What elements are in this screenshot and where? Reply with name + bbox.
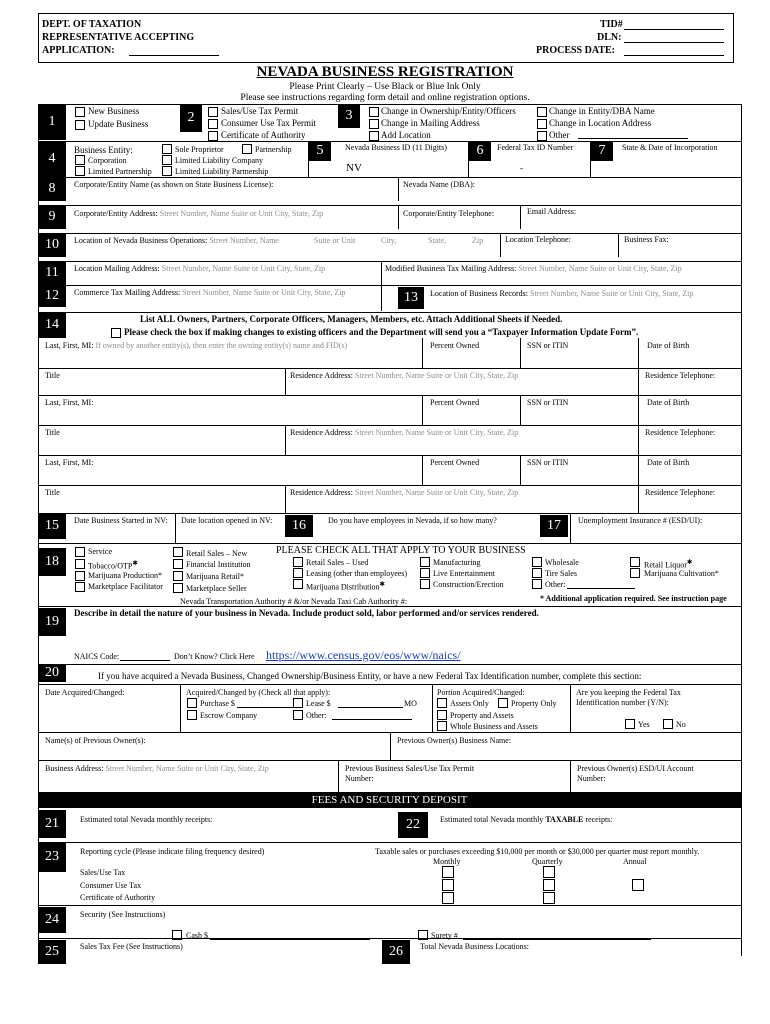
cash-label: Cash $ bbox=[186, 931, 208, 940]
subtitle-instructions: Please see instructions regarding form detail and online registration options. bbox=[240, 93, 530, 103]
change-ownership-label: Change in Ownership/Entity/Officers bbox=[381, 106, 516, 116]
location-state-hint: State, bbox=[428, 236, 446, 245]
retail-used-checkbox[interactable] bbox=[293, 557, 303, 567]
financial-checkbox[interactable] bbox=[173, 559, 183, 569]
tire-sales-checkbox[interactable] bbox=[532, 568, 542, 578]
keep-fed-no-label: No bbox=[676, 720, 686, 729]
dln-label: DLN: bbox=[597, 32, 622, 43]
other-change-checkbox[interactable] bbox=[537, 131, 547, 141]
sole-proprietor-label: Sole Proprietor bbox=[175, 145, 224, 154]
section-1-number: 1 bbox=[38, 104, 66, 140]
section-10-number: 10 bbox=[38, 233, 66, 257]
previous-owners-label: Name(s) of Previous Owner(s): bbox=[45, 736, 146, 745]
llc-label: Limited Liability Company bbox=[175, 156, 263, 165]
other-business-label: Other: bbox=[545, 580, 566, 589]
certificate-monthly-checkbox[interactable] bbox=[442, 892, 454, 904]
previous-permit-label: Previous Business Sales/Use Tax Permit Number: bbox=[345, 764, 475, 783]
section-8-number: 8 bbox=[38, 177, 66, 201]
surety-label: Surety # bbox=[431, 931, 458, 940]
business-fax-label: Business Fax: bbox=[624, 235, 669, 244]
property-assets-label: Property and Assets bbox=[450, 711, 514, 720]
federal-tax-id-label: Federal Tax ID Number bbox=[497, 143, 574, 152]
section-5-number: 5 bbox=[309, 141, 331, 161]
update-business-checkbox[interactable] bbox=[75, 120, 85, 130]
date-opened-label: Date location opened in NV: bbox=[181, 516, 273, 525]
owner-3-ssn-label: SSN or ITIN bbox=[527, 458, 569, 467]
manufacturing-checkbox[interactable] bbox=[420, 557, 430, 567]
corporate-name-label: Corporate/Entity Name (as shown on State Business License): bbox=[74, 180, 274, 189]
location-mailing-label: Location Mailing Address: Street Number, Name Suite or Unit City, State, Zip bbox=[74, 264, 326, 273]
consumer-use-permit-checkbox[interactable] bbox=[208, 119, 218, 129]
owner-3-percent-label: Percent Owned bbox=[430, 458, 480, 467]
certificate-quarterly-checkbox[interactable] bbox=[543, 892, 555, 904]
officer-changes-label: Please check the box if making changes to existing officers and the Department will send you a “Taxpayer Information Update Form”. bbox=[124, 327, 639, 337]
marijuana-distribution-label: Marijuana Distribution✱ bbox=[306, 581, 386, 592]
acquired-by-label: Acquired/Changed by (Check all that apply): bbox=[186, 688, 331, 697]
lease-amount-field[interactable] bbox=[338, 707, 403, 708]
taxable-note: Taxable sales or purchases exceeding $10,000 per month or $30,000 per quarter must report monthly. bbox=[375, 847, 700, 856]
marijuana-cultivation-checkbox[interactable] bbox=[630, 568, 640, 578]
property-only-label: Property Only bbox=[511, 699, 557, 708]
previous-business-name-label: Previous Owner(s) Business Name: bbox=[397, 736, 511, 745]
acquired-other-label: Other: bbox=[306, 711, 327, 720]
section-24-number: 24 bbox=[38, 907, 66, 933]
incorporation-field[interactable] bbox=[620, 160, 735, 174]
location-telephone-label: Location Telephone: bbox=[505, 235, 571, 244]
construction-label: Construction/Erection bbox=[433, 580, 504, 589]
retail-new-checkbox[interactable] bbox=[173, 547, 183, 557]
sole-proprietor-checkbox[interactable] bbox=[162, 144, 172, 154]
marketplace-facilitator-label: Marketplace Facilitator bbox=[88, 582, 163, 591]
naics-code-label: NAICS Code: bbox=[74, 652, 120, 661]
section-12-number: 12 bbox=[38, 285, 66, 307]
total-locations-label: Total Nevada Business Locations: bbox=[420, 942, 529, 951]
corporate-telephone-label: Corporate/Entity Telephone: bbox=[403, 209, 495, 218]
section-25-number: 25 bbox=[38, 940, 66, 964]
change-location-checkbox[interactable] bbox=[537, 119, 547, 129]
new-business-checkbox[interactable] bbox=[75, 107, 85, 117]
lease-checkbox[interactable] bbox=[293, 698, 303, 708]
annual-header: Annual bbox=[623, 857, 647, 866]
application-label: APPLICATION: bbox=[42, 45, 115, 56]
property-assets-checkbox[interactable] bbox=[437, 710, 447, 720]
assets-only-label: Assets Only bbox=[450, 699, 489, 708]
acquired-business-instruction: If you have acquired a Nevada Business, Changed Ownership/Business Entity, or have a new Federal Tax Identification number, complete this section: bbox=[98, 671, 642, 681]
owner-2-title-label: Title bbox=[45, 428, 60, 437]
subtitle-ink: Please Print Clearly – Use Black or Blue Ink Only bbox=[289, 82, 481, 92]
leasing-checkbox[interactable] bbox=[293, 568, 303, 578]
tid-field[interactable] bbox=[624, 20, 724, 30]
section-19-number: 19 bbox=[38, 608, 66, 636]
email-label: Email Address: bbox=[527, 207, 577, 216]
partnership-checkbox[interactable] bbox=[242, 144, 252, 154]
employees-label: Do you have employees in Nevada, if so how many? bbox=[328, 516, 497, 525]
location-operations-label: Location of Nevada Business Operations: Street Number, Name bbox=[74, 236, 279, 245]
change-ownership-checkbox[interactable] bbox=[369, 107, 379, 117]
sales-use-quarterly-checkbox[interactable] bbox=[543, 866, 555, 878]
corporate-address-hint: Street Number, Name Suite or Unit City, State, Zip bbox=[159, 209, 324, 218]
additional-application-note: * Additional application required. See instruction page bbox=[540, 594, 727, 603]
section-23-number: 23 bbox=[38, 842, 66, 872]
tobacco-checkbox[interactable] bbox=[75, 559, 85, 569]
incorporation-label: State & Date of Incorporation bbox=[622, 143, 718, 152]
retail-liquor-checkbox[interactable] bbox=[630, 557, 640, 567]
unemployment-label: Unemployment Insurance # (ESD/UI): bbox=[578, 516, 703, 525]
reporting-cycle-label: Reporting cycle (Please indicate filing frequency desired) bbox=[80, 847, 265, 856]
consumer-use-quarterly-checkbox[interactable] bbox=[543, 879, 555, 891]
add-location-checkbox[interactable] bbox=[369, 131, 379, 141]
change-mailing-checkbox[interactable] bbox=[369, 119, 379, 129]
llp-checkbox[interactable] bbox=[162, 166, 172, 176]
add-location-label: Add Location bbox=[381, 130, 431, 140]
dln-field[interactable] bbox=[624, 33, 724, 43]
check-all-heading: PLEASE CHECK ALL THAT APPLY TO YOUR BUSINESS bbox=[276, 545, 526, 556]
owner-2-dob-label: Date of Birth bbox=[647, 398, 690, 407]
owners-list-instruction: List ALL Owners, Partners, Corporate Officers, Managers, Members, etc. Attach Additional Sheets if Needed. bbox=[140, 314, 563, 324]
owner-3-dob-label: Date of Birth bbox=[647, 458, 690, 467]
certificate-authority-label: Certificate of Authority bbox=[221, 130, 306, 140]
officer-changes-checkbox[interactable] bbox=[111, 328, 121, 338]
owner-1-title-label: Title bbox=[45, 371, 60, 380]
marijuana-production-checkbox[interactable] bbox=[75, 571, 85, 581]
purchase-amount-field[interactable] bbox=[237, 707, 297, 708]
service-label: Service bbox=[88, 547, 112, 556]
owner-2-phone-label: Residence Telephone: bbox=[645, 428, 716, 437]
escrow-label: Escrow Company bbox=[200, 711, 258, 720]
sales-use-monthly-checkbox[interactable] bbox=[442, 866, 454, 878]
llc-checkbox[interactable] bbox=[162, 155, 172, 165]
consumer-use-permit-label: Consumer Use Tax Permit bbox=[221, 118, 316, 128]
other-business-field[interactable] bbox=[567, 588, 635, 589]
section-26-number: 26 bbox=[382, 940, 410, 964]
change-mailing-label: Change in Mailing Address bbox=[381, 118, 480, 128]
lease-mo-label: MO bbox=[404, 699, 417, 708]
naics-code-field[interactable] bbox=[120, 660, 170, 661]
cash-amount-field[interactable] bbox=[210, 939, 370, 940]
section-7-number: 7 bbox=[591, 141, 613, 161]
keep-fed-no-checkbox[interactable] bbox=[663, 719, 673, 729]
rep-label: REPRESENTATIVE ACCEPTING bbox=[42, 32, 195, 43]
nevada-business-id-label: Nevada Business ID (11 Digits) bbox=[345, 143, 447, 152]
live-entertainment-checkbox[interactable] bbox=[420, 568, 430, 578]
owner-2-name-label: Last, First, MI: bbox=[45, 398, 94, 407]
retail-liquor-label: Retail Liquor✱ bbox=[644, 559, 693, 570]
tire-sales-label: Tire Sales bbox=[545, 569, 577, 578]
naics-link[interactable]: https://www.census.gov/eos/www/naics/ bbox=[266, 648, 461, 662]
nevada-business-id-field[interactable] bbox=[364, 160, 466, 174]
monthly-header: Monthly bbox=[433, 857, 461, 866]
process-date-field[interactable] bbox=[624, 46, 724, 56]
manufacturing-label: Manufacturing bbox=[433, 558, 481, 567]
marketplace-seller-label: Marketplace Seller bbox=[186, 584, 247, 593]
previous-esd-label: Previous Owner(s) ESD/UI Account Number: bbox=[577, 764, 694, 783]
mbt-mailing-label: Modified Business Tax Mailing Address: Street Number, Name Suite or Unit City, State, Zip bbox=[385, 264, 682, 273]
owner-2-ssn-label: SSN or ITIN bbox=[527, 398, 569, 407]
federal-tax-id-field[interactable] bbox=[495, 160, 585, 174]
marijuana-production-label: Marijuana Production* bbox=[88, 571, 162, 580]
acquired-other-field[interactable] bbox=[332, 719, 412, 720]
process-date-label: PROCESS DATE: bbox=[536, 45, 615, 56]
certificate-authority-checkbox[interactable] bbox=[208, 131, 218, 141]
purchase-checkbox[interactable] bbox=[187, 698, 197, 708]
section-18-number: 18 bbox=[38, 548, 66, 576]
wholesale-label: Wholesale bbox=[545, 558, 579, 567]
other-change-field[interactable] bbox=[578, 138, 688, 139]
whole-business-checkbox[interactable] bbox=[437, 721, 447, 731]
owner-1-ssn-label: SSN or ITIN bbox=[527, 341, 569, 350]
owner-1-dob-label: Date of Birth bbox=[647, 341, 690, 350]
marketplace-seller-checkbox[interactable] bbox=[173, 583, 183, 593]
cycle-certificate-label: Certificate of Authority bbox=[80, 893, 156, 902]
security-label: Security (See Instructions) bbox=[80, 910, 166, 919]
fees-heading: FEES AND SECURITY DEPOSIT bbox=[38, 792, 741, 808]
section-20-number: 20 bbox=[38, 664, 66, 682]
corporation-checkbox[interactable] bbox=[75, 155, 85, 165]
marijuana-retail-checkbox[interactable] bbox=[173, 571, 183, 581]
corporation-label: Corporation bbox=[88, 156, 127, 165]
form-title: NEVADA BUSINESS REGISTRATION bbox=[256, 64, 514, 80]
section-6-number: 6 bbox=[469, 141, 491, 161]
live-entertainment-label: Live Entertainment bbox=[433, 569, 495, 578]
owner-1-percent-label: Percent Owned bbox=[430, 341, 480, 350]
federal-tax-id-dash: - bbox=[520, 163, 523, 173]
property-only-checkbox[interactable] bbox=[498, 698, 508, 708]
leasing-label: Leasing (other than employees) bbox=[306, 569, 408, 578]
consumer-use-annual-checkbox[interactable] bbox=[632, 879, 644, 891]
quarterly-header: Quarterly bbox=[532, 857, 563, 866]
section-22-number: 22 bbox=[398, 812, 428, 838]
other-change-label: Other bbox=[549, 130, 570, 140]
change-entity-dba-label: Change in Entity/DBA Name bbox=[549, 106, 655, 116]
change-entity-dba-checkbox[interactable] bbox=[537, 107, 547, 117]
date-acquired-label: Date Acquired/Changed: bbox=[45, 688, 125, 697]
keep-fed-yes-checkbox[interactable] bbox=[625, 719, 635, 729]
marijuana-distribution-checkbox[interactable] bbox=[293, 579, 303, 589]
business-entity-label: Business Entity: bbox=[74, 145, 133, 155]
update-business-label: Update Business bbox=[88, 119, 149, 129]
owner-3-phone-label: Residence Telephone: bbox=[645, 488, 716, 497]
owner-2-residence-label: Residence Address: Street Number, Name Suite or Unit City, State, Zip bbox=[290, 428, 519, 437]
section-2-number: 2 bbox=[180, 104, 202, 132]
cycle-consumer-use-label: Consumer Use Tax bbox=[80, 881, 142, 890]
consumer-use-monthly-checkbox[interactable] bbox=[442, 879, 454, 891]
sales-use-permit-label: Sales/Use Tax Permit bbox=[221, 106, 299, 116]
owner-3-name-label: Last, First, MI: bbox=[45, 458, 94, 467]
surety-number-field[interactable] bbox=[463, 939, 651, 940]
marijuana-retail-label: Marijuana Retail* bbox=[186, 572, 244, 581]
limited-partnership-checkbox[interactable] bbox=[75, 166, 85, 176]
business-address-label: Business Address: Street Number, Name Suite or Unit City, State, Zip bbox=[45, 764, 269, 773]
corporate-address-label: Corporate/Entity Address: Street Number, Name Suite or Unit City, State, Zip bbox=[74, 209, 324, 218]
marketplace-facilitator-checkbox[interactable] bbox=[75, 582, 85, 592]
section-11-number: 11 bbox=[38, 261, 66, 285]
lease-label: Lease $ bbox=[306, 699, 331, 708]
section-13-number: 13 bbox=[398, 287, 424, 309]
describe-business-label: Describe in detail the nature of your business in Nevada. Include product sold, labor performed and/or services rendered. bbox=[74, 608, 539, 618]
new-business-label: New Business bbox=[88, 106, 140, 116]
office-use-header bbox=[38, 13, 734, 63]
financial-label: Financial Institution bbox=[186, 560, 251, 569]
keep-fed-yes-label: Yes bbox=[638, 720, 650, 729]
business-records-label: Location of Business Records: Street Number, Name Suite or Unit City, State, Zip bbox=[430, 289, 694, 298]
dept-label: DEPT. OF TAXATION bbox=[42, 19, 142, 30]
location-zip-hint: Zip bbox=[472, 236, 484, 245]
monthly-receipts-label: Estimated total Nevada monthly receipts: bbox=[80, 815, 213, 824]
whole-business-label: Whole Business and Assets bbox=[450, 722, 538, 731]
llp-label: Limited Liability Partnership bbox=[175, 167, 269, 176]
marijuana-cultivation-label: Marijuana Cultivation* bbox=[644, 569, 719, 578]
describe-business-field[interactable] bbox=[74, 622, 734, 648]
application-field[interactable] bbox=[129, 46, 219, 56]
owner-1-residence-label: Residence Address: Street Number, Name Suite or Unit City, State, Zip bbox=[290, 371, 519, 380]
other-business-checkbox[interactable] bbox=[532, 579, 542, 589]
sales-tax-fee-label: Sales Tax Fee (See Instructions) bbox=[80, 942, 183, 951]
portion-acquired-label: Portion Acquired/Changed: bbox=[437, 688, 525, 697]
section-15-number: 15 bbox=[38, 513, 66, 539]
change-location-label: Change in Location Address bbox=[549, 118, 652, 128]
wholesale-checkbox[interactable] bbox=[532, 557, 542, 567]
service-checkbox[interactable] bbox=[75, 547, 85, 557]
location-suite-hint: Suite or Unit bbox=[314, 236, 356, 245]
keeping-fed-id-label: Are you keeping the Federal Tax Identification number (Y/N): bbox=[576, 688, 681, 707]
dba-name-label: Nevada Name (DBA): bbox=[403, 180, 475, 189]
section-4-number: 4 bbox=[38, 141, 66, 177]
section-3-number: 3 bbox=[338, 104, 360, 128]
section-9-number: 9 bbox=[38, 205, 66, 229]
location-city-hint: City, bbox=[381, 236, 397, 245]
purchase-label: Purchase $ bbox=[200, 699, 235, 708]
cycle-sales-use-label: Sales/Use Tax bbox=[80, 868, 126, 877]
construction-checkbox[interactable] bbox=[420, 579, 430, 589]
date-started-label: Date Business Started in NV: bbox=[74, 516, 168, 525]
retail-used-label: Retail Sales – Used bbox=[306, 558, 369, 567]
tobacco-label: Tobacco/OTP✱ bbox=[88, 560, 138, 571]
tid-label: TID# bbox=[600, 19, 623, 30]
escrow-checkbox[interactable] bbox=[187, 710, 197, 720]
retail-new-label: Retail Sales – New bbox=[186, 549, 248, 558]
assets-only-checkbox[interactable] bbox=[437, 698, 447, 708]
owner-1-name-label: Last, First, MI: If owned by another entity(s), then enter the owning entity(s) name and FID(s) bbox=[45, 341, 348, 350]
nevada-business-id-prefix: NV bbox=[346, 162, 362, 174]
owner-3-title-label: Title bbox=[45, 488, 60, 497]
taxi-authority-label: Nevada Transportation Authority # &/or Nevada Taxi Cab Authority #: bbox=[180, 597, 408, 606]
commerce-mailing-label: Commerce Tax Mailing Address: Street Number, Name Suite or Unit City, State, Zip bbox=[74, 288, 346, 297]
section-16-number: 16 bbox=[285, 515, 313, 537]
owner-1-phone-label: Residence Telephone: bbox=[645, 371, 716, 380]
owner-2-percent-label: Percent Owned bbox=[430, 398, 480, 407]
limited-partnership-label: Limited Partnership bbox=[88, 167, 152, 176]
taxable-receipts-label: Estimated total Nevada monthly TAXABLE receipts: bbox=[440, 815, 613, 824]
owner-3-residence-label: Residence Address: Street Number, Name Suite or Unit City, State, Zip bbox=[290, 488, 519, 497]
section-21-number: 21 bbox=[38, 810, 66, 838]
sales-use-permit-checkbox[interactable] bbox=[208, 107, 218, 117]
dont-know-label: Don’t Know? Click Here bbox=[174, 652, 255, 661]
acquired-other-checkbox[interactable] bbox=[293, 710, 303, 720]
partnership-label: Partnership bbox=[255, 145, 292, 154]
section-17-number: 17 bbox=[540, 515, 568, 537]
section-14-number: 14 bbox=[38, 312, 66, 338]
